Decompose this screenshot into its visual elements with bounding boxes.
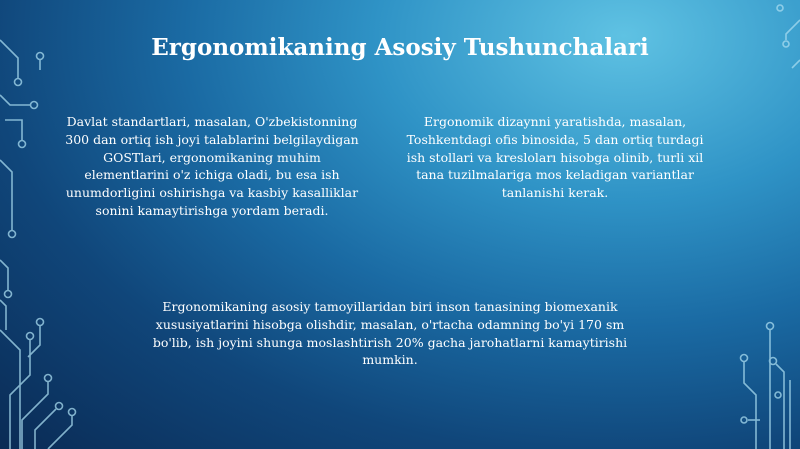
slide-title: Ergonomikaning Asosiy Tushunchalari [151,34,649,61]
paragraph-principles: Ergonomikaning asosiy tamoyillaridan biri inson tanasining biomexanik xususiyatlarini hisobga olishdir, masalan, o'rtacha odamning bo'yi 170 sm bo'lib, ish joyini shunga moslashtirish 20% gacha jarohatlarni kamaytirishi mumkin. [152,299,628,368]
paragraph-design: Ergonomik dizaynni yaratishda, masalan, Toshkentdagi ofis binosida, 5 dan ortiq turdagi ish stollari va kresloları hisobga olinib, turli xil tana tuzilmalariga mos keladigan variantlar tanlanishi kerak. [406,114,704,200]
paragraph-standards: Davlat standartlari, masalan, O'zbekistonning 300 dan ortiq ish joyi talablarini belgilaydigan GOSTlari, ergonomikaning muhim elementlarini o'z ichiga oladi, bu esa ish unumdorligini oshirishga va kasbiy kasalliklar sonini kamaytirishga yordam beradi. [65,114,359,218]
